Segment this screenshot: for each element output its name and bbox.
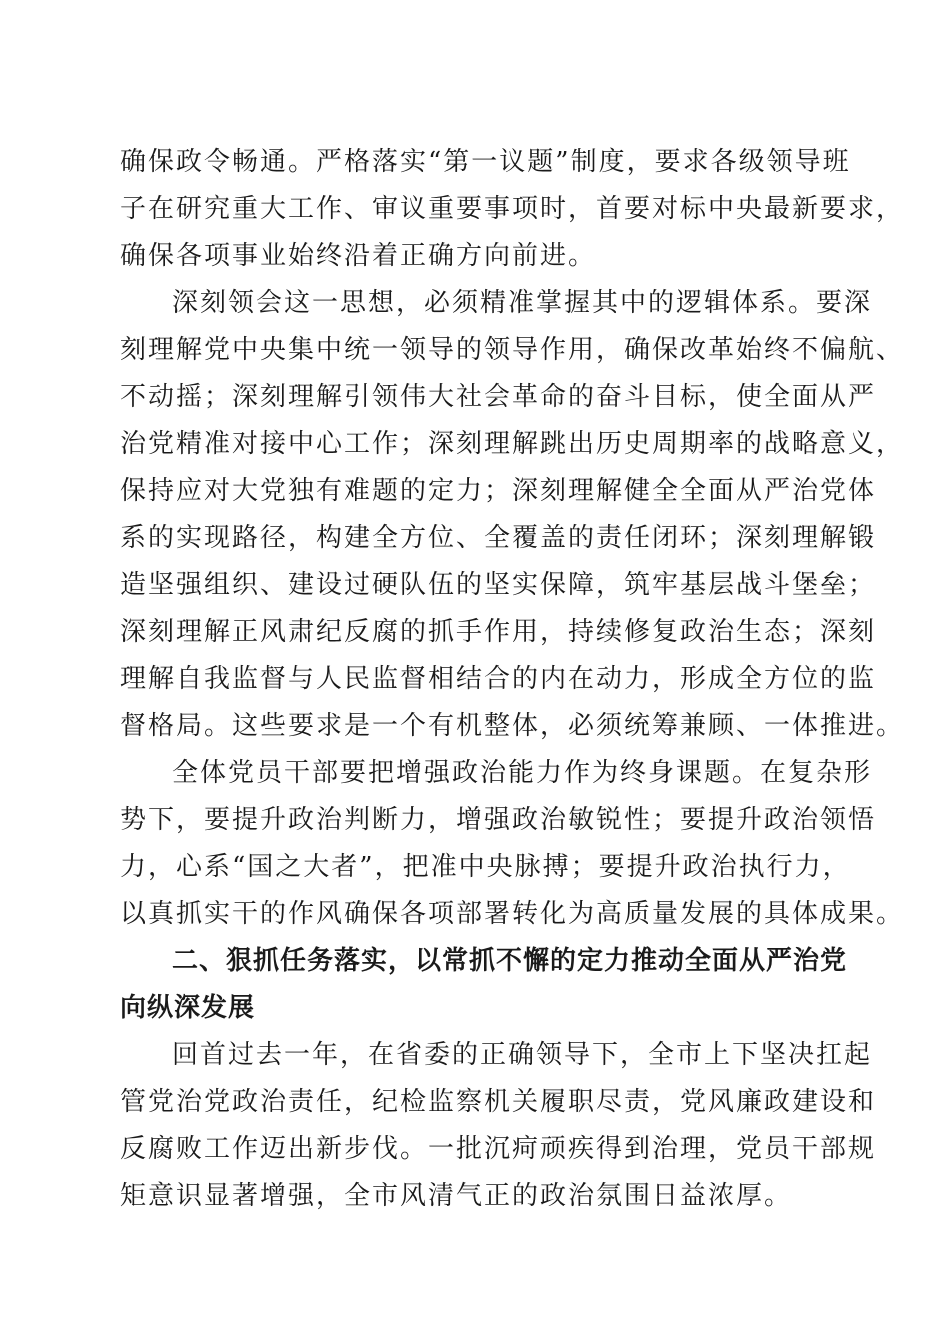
paragraph-line: 不动摇；深刻理解引领伟大社会革命的奋斗目标，使全面从严 — [120, 382, 877, 412]
paragraph-line: 以真抓实干的作风确保各项部署转化为高质量发展的具体成果。 — [120, 899, 905, 929]
paragraph-line: 系的实现路径，构建全方位、全覆盖的责任闭环；深刻理解锻 — [120, 523, 877, 553]
section-heading: 二、狠抓任务落实，以常抓不懈的定力推动全面从严治党 — [172, 946, 848, 976]
paragraph-line: 治党精准对接中心工作；深刻理解跳出历史周期率的战略意义， — [120, 429, 905, 459]
paragraph-line: 造坚强组织、建设过硬队伍的坚实保障，筑牢基层战斗堡垒； — [120, 570, 877, 600]
paragraph-line: 督格局。这些要求是一个有机整体，必须统筹兼顾、一体推进。 — [120, 711, 905, 741]
paragraph-line: 保持应对大党独有难题的定力；深刻理解健全全面从严治党体 — [120, 476, 877, 506]
paragraph-line: 深刻理解正风肃纪反腐的抓手作用，持续修复政治生态；深刻 — [120, 617, 877, 647]
paragraph-line: 反腐败工作迈出新步伐。一批沉疴顽疾得到治理，党员干部规 — [120, 1134, 877, 1164]
paragraph-line: 理解自我监督与人民监督相结合的内在动力，形成全方位的监 — [120, 664, 877, 694]
paragraph-line: 全体党员干部要把增强政治能力作为终身课题。在复杂形 — [172, 758, 873, 788]
paragraph-line: 矩意识显著增强，全市风清气正的政治氛围日益浓厚。 — [120, 1181, 793, 1211]
paragraph-line: 确保各项事业始终沿着正确方向前进。 — [120, 241, 597, 271]
paragraph-line: 确保政令畅通。严格落实“第一议题”制度，要求各级领导班 — [120, 147, 851, 177]
paragraph-line: 力，心系“国之大者”，把准中央脉搏；要提升政治执行力， — [120, 852, 851, 882]
section-heading: 向纵深发展 — [120, 993, 256, 1023]
paragraph-line: 回首过去一年，在省委的正确领导下，全市上下坚决扛起 — [172, 1040, 873, 1070]
paragraph-line: 子在研究重大工作、审议重要事项时，首要对标中央最新要求， — [120, 194, 905, 224]
paragraph-line: 势下，要提升政治判断力，增强政治敏锐性；要提升政治领悟 — [120, 805, 877, 835]
paragraph-line: 刻理解党中央集中统一领导的领导作用，确保改革始终不偏航、 — [120, 335, 905, 365]
paragraph-line: 管党治党政治责任，纪检监察机关履职尽责，党风廉政建设和 — [120, 1087, 877, 1117]
paragraph-line: 深刻领会这一思想，必须精准掌握其中的逻辑体系。要深 — [172, 288, 873, 318]
